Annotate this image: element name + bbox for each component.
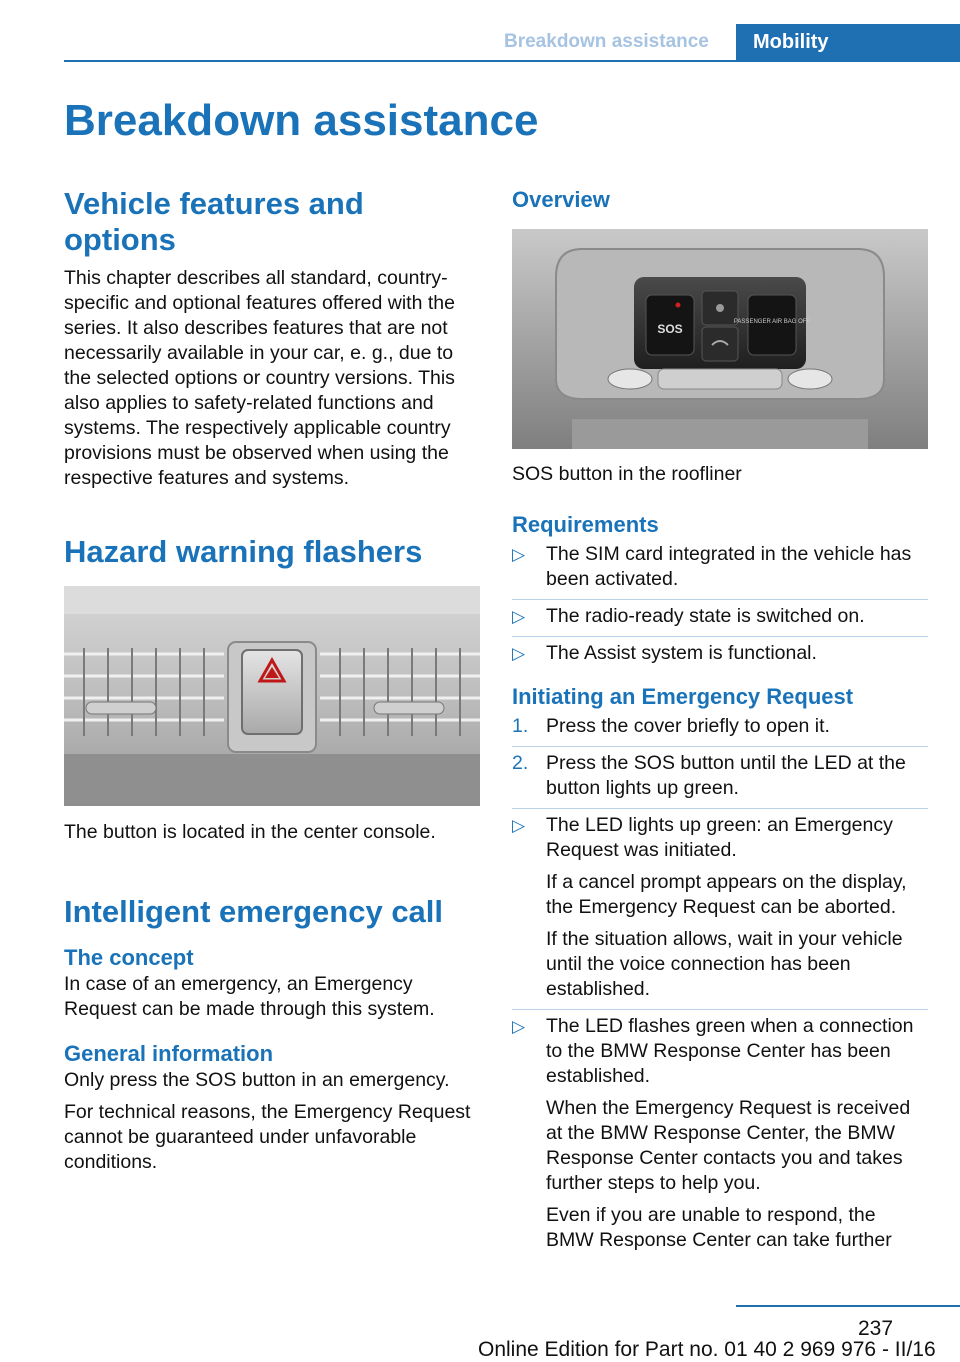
header-section-title: Breakdown assistance <box>504 31 709 52</box>
triangle-bullet-icon: ▷ <box>512 816 526 835</box>
overview-heading: Overview <box>512 187 610 212</box>
step-item: 2. Press the SOS button until the LED at the button lights up green. <box>512 746 928 801</box>
sos-image-label: SOS <box>657 322 683 336</box>
requirements-heading: Requirements <box>512 512 659 537</box>
led-flash-p2: Even if you are unable to respond, the BMW Response Center can take further <box>546 1204 892 1251</box>
triangle-bullet-icon: ▷ <box>512 545 526 564</box>
vehicle-features-body: This chapter describes all standard, country-specific and optional features offered with the series. It also describes features that are not necessarily available in your car, e. g., due to the selected options or country versions. This also applies to safety-related functions and systems. The respectively applicable country provisions must be observed when using the respective features and systems. <box>64 267 455 489</box>
initiating-steps <box>512 714 928 801</box>
requirement-item: ▷ The Assist system is functional. <box>512 636 928 666</box>
edition-note: Online Edition for Part no. 01 40 2 969 976 - II/16 <box>478 1338 936 1361</box>
concept-heading: The concept <box>64 945 194 970</box>
header-chapter-tab: Mobility <box>736 24 960 62</box>
emergency-call-heading: Intelligent emergency call <box>64 894 444 929</box>
step-item: 1. Press the cover briefly to open it. <box>512 715 830 737</box>
requirement-item: ▷ The radio-ready state is switched on. <box>512 599 928 629</box>
general-info-p1: Only press the SOS button in an emergency. <box>64 1069 450 1091</box>
triangle-bullet-icon: ▷ <box>512 644 526 663</box>
page-number: 237 <box>858 1317 894 1340</box>
vehicle-features-heading: Vehicle features and options <box>64 186 364 257</box>
page-title: Breakdown assistance <box>64 96 539 145</box>
triangle-bullet-icon: ▷ <box>512 607 526 626</box>
header-rule <box>64 60 960 62</box>
sos-roofliner-image <box>512 229 928 449</box>
led-green-p1: If a cancel prompt appears on the display, the Emergency Request can be aborted. <box>546 871 907 918</box>
hazard-button-image <box>64 586 480 806</box>
initiating-heading: Initiating an Emergency Request <box>512 684 854 709</box>
right-column <box>512 186 928 1260</box>
led-flash-p1: When the Emergency Request is received at the BMW Response Center, the BMW Response Center contacts you and takes further steps to help you. <box>546 1097 911 1194</box>
concept-body: In case of an emergency, an Emergency Request can be made through this system. <box>64 973 435 1020</box>
requirement-item: ▷ The SIM card integrated in the vehicle has been activated. <box>512 543 912 590</box>
footer-rule <box>736 1305 960 1307</box>
hazard-heading: Hazard warning flashers <box>64 534 423 569</box>
led-status-list <box>512 808 928 863</box>
left-column <box>64 186 480 1175</box>
requirements-list <box>512 542 928 666</box>
led-flash-list <box>512 1009 928 1089</box>
passenger-airbag-image-label: PASSENGER AIR BAG OFF <box>733 319 811 325</box>
general-info-p2: For technical reasons, the Emergency Request cannot be guaranteed under unfavorable conditions. <box>64 1101 471 1173</box>
triangle-bullet-icon: ▷ <box>512 1017 526 1036</box>
overview-caption: SOS button in the roofliner <box>512 463 742 485</box>
led-flash-item: ▷ The LED flashes green when a connection to the BMW Response Center has been established. <box>512 1009 928 1089</box>
hazard-caption: The button is located in the center console. <box>64 821 436 843</box>
general-info-heading: General information <box>64 1041 274 1066</box>
led-green-item: ▷ The LED lights up green: an Emergency Request was initiated. <box>512 808 928 863</box>
led-green-p2: If the situation allows, wait in your vehicle until the voice connection has been established. <box>546 928 903 1000</box>
